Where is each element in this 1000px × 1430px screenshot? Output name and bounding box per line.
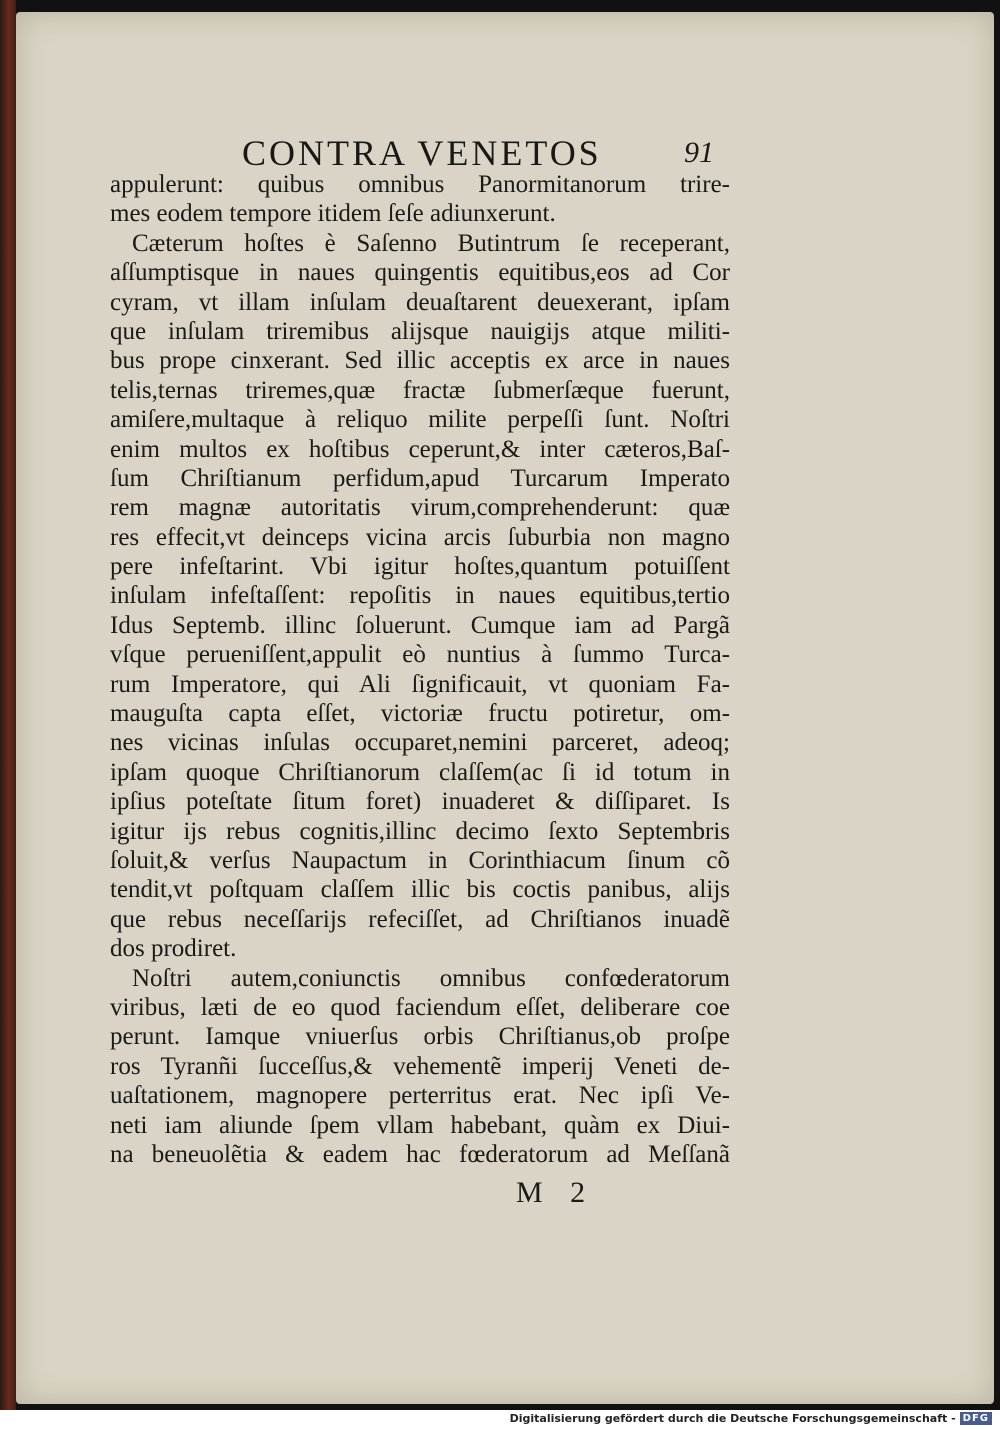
text-line: enim multos ex hoſtibus ceperunt,& inter cæteros,Baſ- (110, 435, 730, 463)
text-line: igitur ijs rebus cognitis,illinc decimo ſexto Septembris (110, 817, 730, 845)
text-line: dos prodiret. (110, 935, 237, 963)
signature-mark: M 2 (516, 1176, 596, 1209)
text-line: Cæterum hoſtes è Saſenno Butintrum ſe receperant, (132, 229, 730, 257)
text-line: cyram, vt illam inſulam deuaſtarent deuexerant, ipſam (110, 288, 730, 316)
text-line: res effecit,vt deinceps vicina arcis ſuburbia non magno (110, 523, 730, 551)
text-line: amiſere,multaque à reliquo milite perpeſſi ſunt. Noſtri (110, 406, 730, 434)
text-line: neti iam aliunde ſpem vllam habebant, quàm ex Diui- (110, 1111, 730, 1139)
text-line: telis,ternas triremes,quæ fractæ ſubmerſæque fuerunt, (110, 376, 730, 404)
text-line: perunt. Iamque vniuerſus orbis Chriſtianus,ob proſpe (110, 1023, 730, 1051)
text-line: rem magnæ autoritatis virum,comprehenderunt: quæ (110, 494, 730, 522)
text-line: nes vicinas inſulas occuparet,nemini parceret, adeoq; (110, 729, 730, 757)
text-line: ſoluit,& verſus Naupactum in Corinthiacum ſinum cõ (110, 846, 730, 874)
text-line: mes eodem tempore itidem ſeſe adiunxerunt. (110, 200, 556, 228)
text-line: uaſtationem, magnopere perterritus erat. Nec ipſi Ve- (110, 1082, 730, 1110)
text-line: mauguſta capta eſſet, victoriæ fructu potiretur, om- (110, 700, 730, 728)
text-line: appulerunt: quibus omnibus Panormitanorum trire- (110, 171, 730, 198)
text-line: ſum Chriſtianum perfidum,apud Turcarum Imperato (110, 464, 730, 492)
text-line: viribus, læti de eo quod faciendum eſſet, deliberare coe (110, 993, 730, 1021)
text-line: que rebus neceſſarijs refeciſſet, ad Chriſtianos inuadẽ (110, 905, 730, 933)
text-line: vſque perueniſſent,appulit eò nuntius à ſummo Turca- (110, 641, 730, 669)
body-text (110, 170, 730, 1169)
text-line: rum Imperatore, qui Ali ſignificauit, vt quoniam Fa- (110, 670, 730, 698)
footer-credit-text: Digitalisierung gefördert durch die Deutsche Forschungsgemeinschaft - (509, 1412, 956, 1425)
text-line: pere infeſtarint. Vbi igitur hoſtes,quantum potuiſſent (110, 553, 730, 581)
text-line: ipſius poteſtate ſitum foret) inuaderet & diſſiparet. Is (110, 788, 730, 816)
page-number: 91 (684, 136, 714, 169)
text-line: ros Tyranñi ſucceſſus,& vehementẽ imperij Veneti de- (110, 1052, 730, 1080)
text-line: Noſtri autem,coniunctis omnibus confœderatorum (132, 964, 730, 992)
dfg-logo-icon: DFG (960, 1412, 992, 1425)
text-line: tendit,vt poſtquam claſſem illic bis coctis panibus, alijs (110, 876, 730, 904)
text-line: na beneuolẽtia & eadem hac fœderatorum ad Meſſanã (110, 1140, 730, 1168)
text-line: ipſam quoque Chriſtianorum claſſem(ac ſi id totum in (110, 758, 730, 786)
text-line: que inſulam triremibus alijsque nauigijs atque militi- (110, 317, 730, 345)
text-line: bus prope cinxerant. Sed illic acceptis ex arce in naues (110, 347, 730, 375)
book-spine (0, 0, 16, 1410)
text-line: Idus Septemb. illinc ſoluerunt. Cumque iam ad Pargã (110, 611, 730, 639)
footer-credit (510, 1412, 992, 1425)
text-line: aſſumptisque in naues quingentis equitibus,eos ad Cor (110, 259, 730, 287)
text-line: inſulam infeſtaſſent: repoſitis in naues equitibus,tertio (110, 582, 730, 610)
running-head: CONTRA VENETOS (242, 133, 602, 173)
